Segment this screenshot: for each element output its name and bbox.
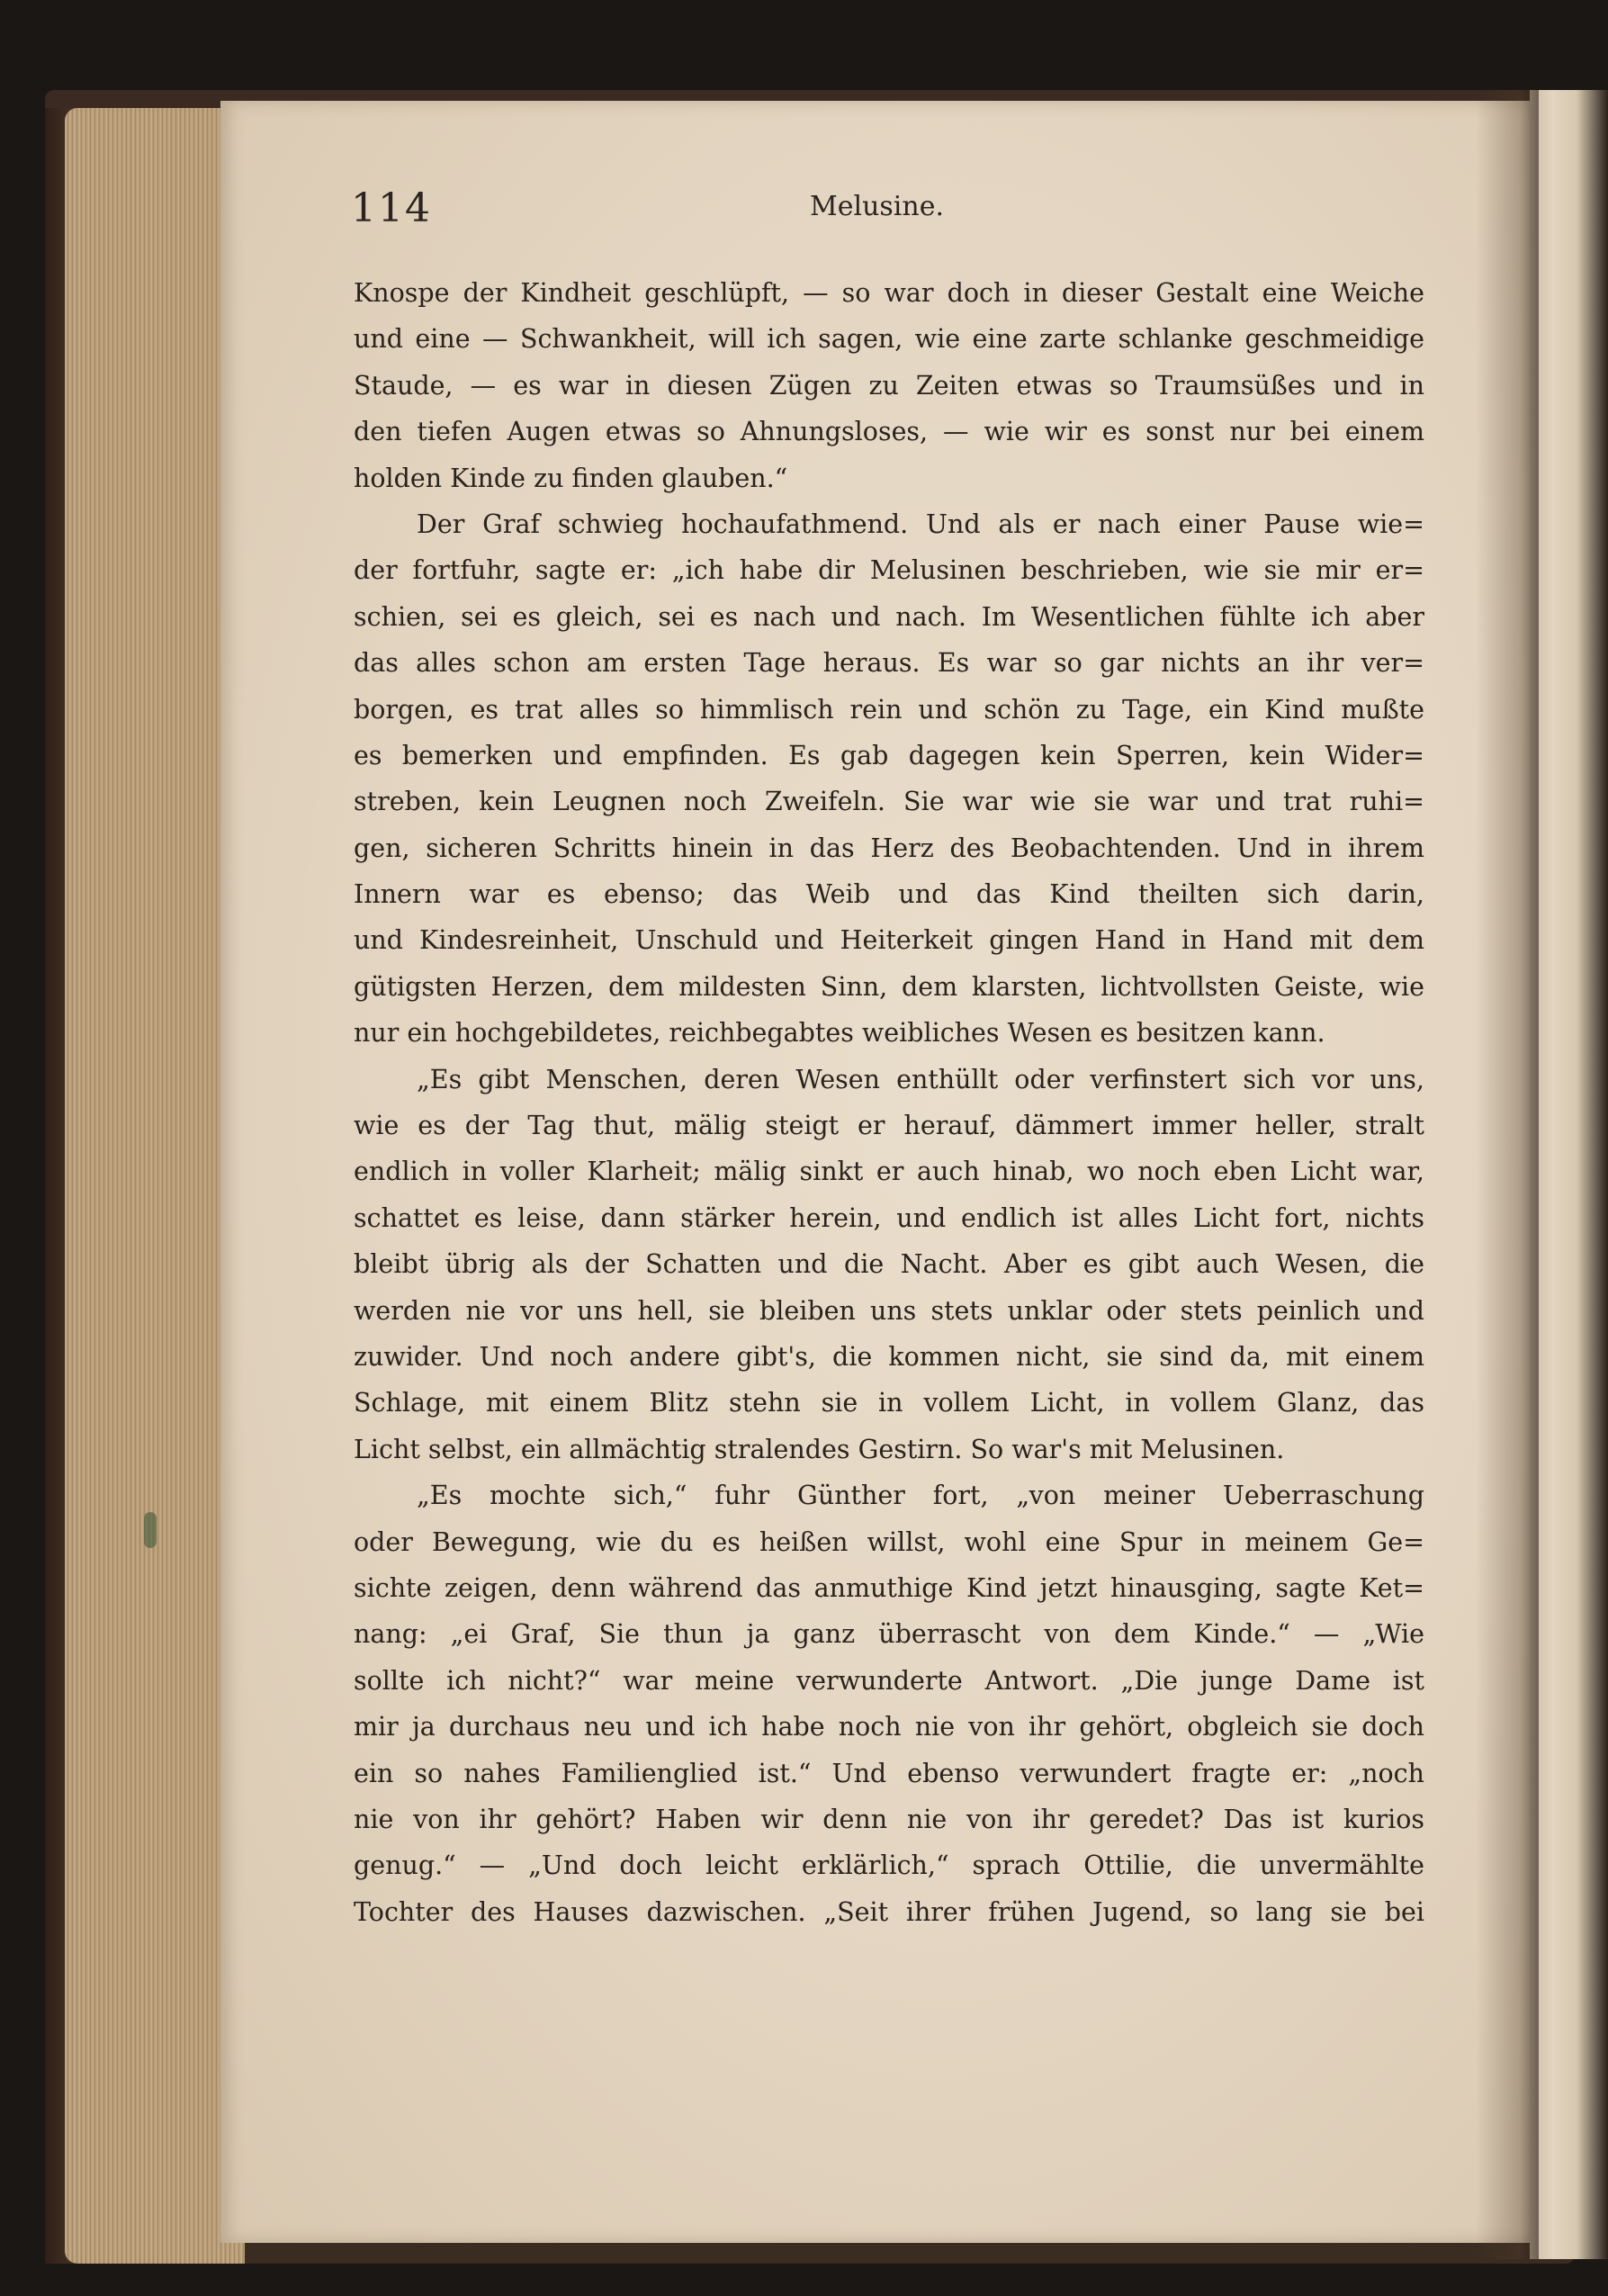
text-line: nang: „ei Graf, Sie thun ja ganz überrascht von dem Kinde.“ — „Wie: [354, 1619, 1424, 1650]
facing-page-edge: [1530, 90, 1608, 2259]
text-line: Innern war es ebenso; das Weib und das Kind theilten sich darin,: [354, 879, 1424, 910]
body-text: [354, 270, 1424, 1935]
text-line: oder Bewegung, wie du es heißen willst, wohl eine Spur in meinem Ge=: [354, 1526, 1424, 1557]
text-line: nur ein hochgebildetes, reichbegabtes weibliches Wesen es besitzen kann.: [354, 1018, 1325, 1049]
text-line: sichte zeigen, denn während das anmuthige Kind jetzt hinausging, sagte Ket=: [354, 1572, 1424, 1603]
text-line: wie es der Tag thut, mälig steigt er herauf, dämmert immer heller, stralt: [354, 1111, 1424, 1141]
edge-stain: [144, 1512, 157, 1548]
text-line: Der Graf schwieg hochaufathmend. Und als er nach einer Pause wie=: [417, 509, 1424, 539]
text-line: sollte ich nicht?“ war meine verwunderte Antwort. „Die junge Dame ist: [354, 1665, 1424, 1696]
text-line: den tiefen Augen etwas so Ahnungsloses, — wie wir es sonst nur bei einem: [354, 417, 1424, 447]
text-line: das alles schon am ersten Tage heraus. Es war so gar nichts an ihr ver=: [354, 648, 1424, 679]
text-line: borgen, es trat alles so himmlisch rein und schön zu Tage, ein Kind mußte: [354, 694, 1424, 725]
text-line: ein so nahes Familienglied ist.“ Und ebenso verwundert fragte er: „noch: [354, 1758, 1424, 1788]
text-line: Knospe der Kindheit geschlüpft, — so war doch in dieser Gestalt eine Weiche: [354, 278, 1424, 308]
text-line: „Es mochte sich,“ fuhr Günther fort, „von meiner Ueberraschung: [417, 1481, 1424, 1511]
text-line: gütigsten Herzen, dem mildesten Sinn, dem klarsten, lichtvollsten Geiste, wie: [354, 971, 1424, 1002]
text-line: der fortfuhr, sagte er: „ich habe dir Melusinen beschrieben, wie sie mir er=: [354, 555, 1424, 586]
page-number: 114: [351, 185, 432, 231]
text-line: Schlage, mit einem Blitz stehn sie in vollem Licht, in vollem Glanz, das: [354, 1388, 1424, 1418]
text-line: und eine — Schwankheit, will ich sagen, wie eine zarte schlanke geschmeidige: [354, 324, 1424, 355]
text-line: gen, sicheren Schritts hinein in das Herz des Beobachtenden. Und in ihrem: [354, 833, 1424, 863]
running-head: Melusine.: [810, 191, 944, 222]
text-line: nie von ihr gehört? Haben wir denn nie von ihr geredet? Das ist kurios: [354, 1804, 1424, 1834]
text-line: es bemerken und empfinden. Es gab dagegen kein Sperren, kein Wider=: [354, 740, 1424, 770]
text-line: schien, sei es gleich, sei es nach und nach. Im Wesentlichen fühlte ich aber: [354, 601, 1424, 632]
text-line: bleibt übrig als der Schatten und die Nacht. Aber es gibt auch Wesen, die: [354, 1249, 1424, 1280]
text-line: Tochter des Hauses dazwischen. „Seit ihrer frühen Jugend, so lang sie bei: [354, 1896, 1424, 1927]
text-line: streben, kein Leugnen noch Zweifeln. Sie war wie sie war und trat ruhi=: [354, 787, 1424, 817]
text-line: Staude, — es war in diesen Zügen zu Zeiten etwas so Traumsüßes und in: [354, 370, 1424, 401]
text-line: mir ja durchaus neu und ich habe noch nie von ihr gehört, obgleich sie doch: [354, 1712, 1424, 1742]
text-line: holden Kinde zu finden glauben.“: [354, 463, 788, 493]
text-line: und Kindesreinheit, Unschuld und Heiterkeit gingen Hand in Hand mit dem: [354, 925, 1424, 956]
text-line: zuwider. Und noch andere gibt's, die kommen nicht, sie sind da, mit einem: [354, 1341, 1424, 1372]
text-line: Licht selbst, ein allmächtig stralendes Gestirn. So war's mit Melusinen.: [354, 1434, 1285, 1464]
text-line: genug.“ — „Und doch leicht erklärlich,“ sprach Ottilie, die unvermählte: [354, 1850, 1424, 1881]
text-line: werden nie vor uns hell, sie bleiben uns stets unklar oder stets peinlich und: [354, 1295, 1424, 1326]
text-line: schattet es leise, dann stärker herein, und endlich ist alles Licht fort, nichts: [354, 1202, 1424, 1233]
page-header: [351, 180, 1431, 243]
text-line: „Es gibt Menschen, deren Wesen enthüllt oder verfinstert sich vor uns,: [417, 1064, 1424, 1094]
stacked-page-edges: [65, 108, 245, 2264]
text-line: endlich in voller Klarheit; mälig sinkt er auch hinab, wo noch eben Licht war,: [354, 1157, 1424, 1187]
